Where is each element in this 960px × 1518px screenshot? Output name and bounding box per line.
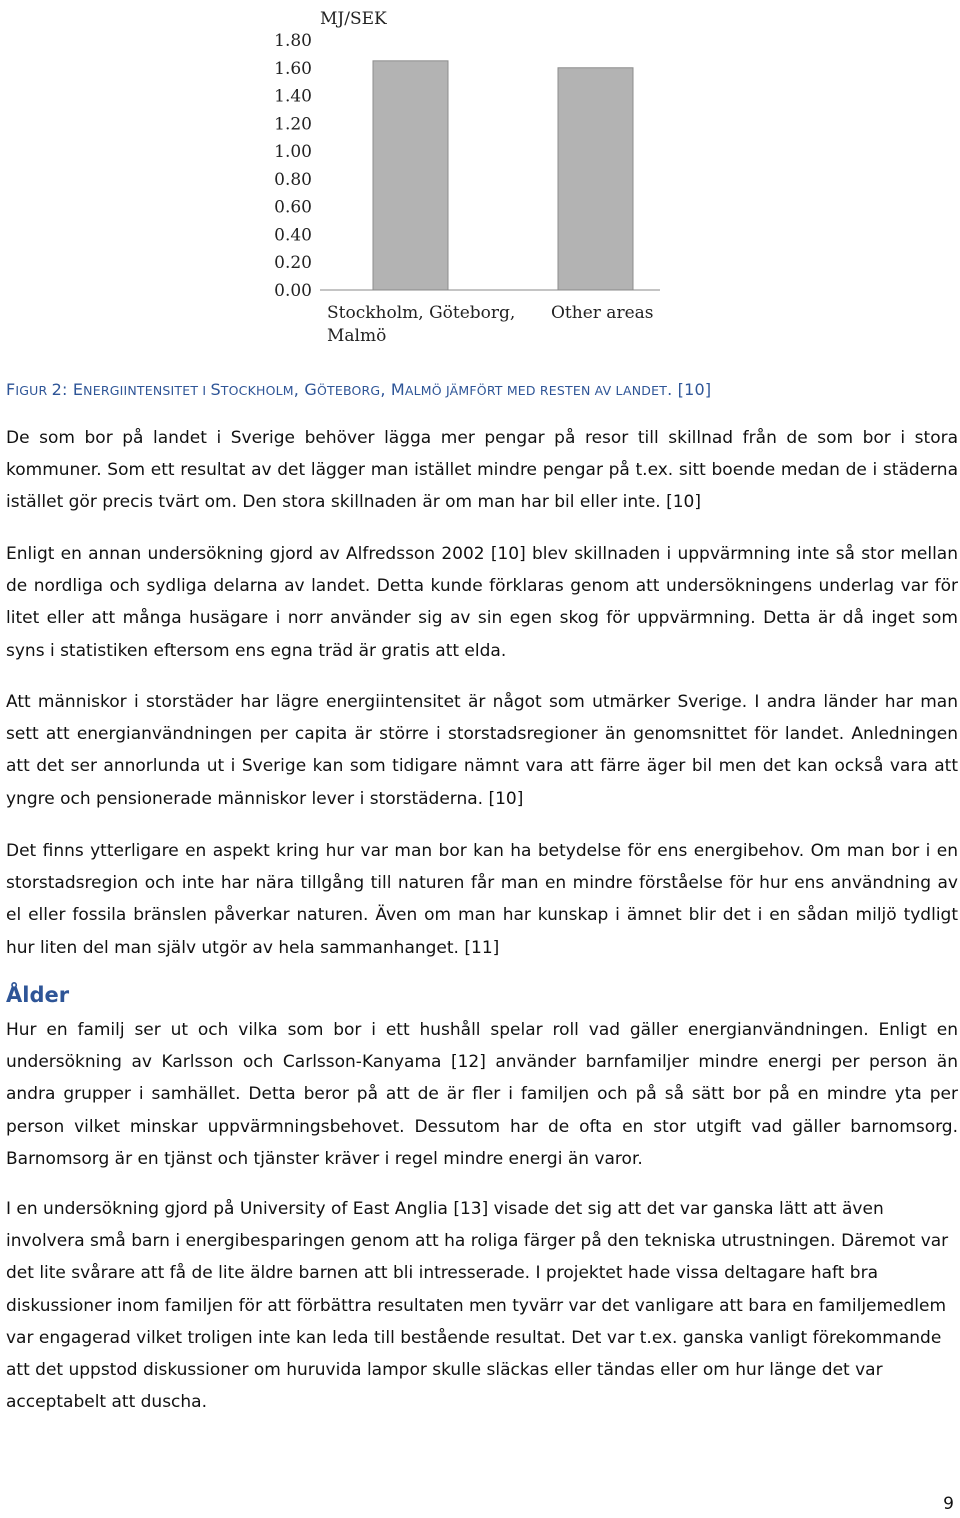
bars — [373, 61, 633, 290]
y-tick-label: 0.20 — [274, 253, 312, 274]
y-tick-label: 0.80 — [274, 169, 312, 190]
x-tick-label: Malmö — [327, 326, 387, 346]
y-axis-ticks — [274, 31, 312, 301]
x-tick-label: Stockholm, Göteborg, — [327, 303, 516, 323]
caption-segment: S — [210, 380, 221, 399]
y-tick-label: 0.00 — [274, 281, 312, 301]
caption-segment: ÖTEBORG — [316, 383, 381, 398]
energy-intensity-chart — [250, 0, 670, 350]
y-axis-unit-label: MJ/SEK — [320, 9, 387, 29]
caption-segment: ALMÖ JÄMFÖRT MED RESTEN AV LANDET — [404, 383, 668, 398]
paragraph: De som bor på landet i Sverige behöver lägga mer pengar på resor till skillnad från de som bor i stora kommuner. Som ett resultat av det lägger man istället mindre pengar på t.ex. sitt boende medan de i städerna istället gör precis tvärt om. Den stora skillnaden är om man har bil eller inte. [10] — [6, 428, 958, 513]
caption-segment: . [10] — [667, 380, 712, 399]
y-tick-label: 1.60 — [274, 58, 312, 79]
x-axis-labels — [327, 303, 654, 346]
y-tick-label: 1.20 — [274, 114, 312, 135]
page-number: 9 — [943, 1494, 954, 1514]
y-tick-label: 1.00 — [274, 142, 312, 163]
caption-segment: , M — [380, 380, 405, 399]
paragraph: Det finns ytterligare en aspekt kring hur var man bor kan ha betydelse för ens energibehov. Om man bor i en storstadsregion och inte har nära tillgång till naturen får man en mindre förståelse för hur ens användning av el eller fossila bränslen påverkar naturen. Även om man har kunskap i ämnet blir det i en sådan miljö tydligt hur liten del man själv utgör av hela sammanhanget. [11] — [6, 841, 958, 958]
caption-segment: NERGIINTENSITET I — [83, 383, 211, 398]
y-tick-label: 1.40 — [274, 86, 312, 107]
paragraph: Att människor i storstäder har lägre energiintensitet är något som utmärker Sverige. I andra länder har man sett att energianvändningen per capita är större i storstadsregioner än genomsnittet för landet. Anledningen att det ser annorlunda ut i Sverige kan som tidigare nämnt vara att färre äger bil men det kan också vara att yngre och pensionerade människor lever i storstäderna. [10] — [6, 692, 958, 809]
y-tick-label: 1.80 — [274, 31, 312, 51]
bar — [373, 61, 448, 290]
figure-caption — [6, 380, 956, 399]
caption-segment: TOCKHOLM — [220, 383, 294, 398]
paragraph: Enligt en annan undersökning gjord av Alfredsson 2002 [10] blev skillnaden i uppvärmning inte så stor mellan de nordliga och sydliga delarna av landet. Detta kunde förklaras genom att undersökningens underlag var för litet eller att många husägare i norr använder sig av sin egen skog för uppvärmning. Detta är då inget som syns i statistiken eftersom ens egna träd är gratis att elda. — [6, 544, 958, 661]
bar — [558, 68, 633, 290]
x-tick-label: Other areas — [551, 303, 654, 323]
section-heading: Ålder — [6, 983, 70, 1007]
paragraph: Hur en familj ser ut och vilka som bor i ett hushåll spelar roll vad gäller energianvändningen. Enligt en undersökning av Karlsson och Carlsson-Kanyama [12] använder barnfamiljer mindre energi per person än andra grupper i samhället. Detta beror på att de är fler i familjen och på så sätt bor på en mindre yta per person vilket minskar uppvärmningsbehovet. Dessutom har de ofta en stor utgift vad gäller barnomsorg. Barnomsorg är en tjänst och tjänster kräver i regel mindre energi än varor. — [6, 1020, 958, 1169]
paragraph: I en undersökning gjord på University of East Anglia [13] visade det sig att det var ganska lätt att även involvera små barn i energibesparingen genom att ha roliga färger på den tekniska utrustningen. Däremot var det lite svårare att få de lite äldre barnen att bli intresserade. I projektet hade vissa deltagare haft bra diskussioner inom familjen för att förbättra resultaten men tyvärr var det vanligare att bara en familjemedlem var engagerad vilket troligen inte kan leda till bestående resultat. Det var t.ex. ganska vanligt förekommande att det uppstod diskussioner om huruvida lampor skulle släckas eller tändas eller om hur länge det var acceptabelt att duscha. — [6, 1199, 949, 1413]
y-tick-label: 0.60 — [274, 197, 312, 218]
caption-segment: F — [6, 380, 16, 399]
y-tick-label: 0.40 — [274, 225, 312, 246]
caption-segment: , G — [293, 380, 317, 399]
caption-segment: 2: E — [51, 380, 84, 399]
caption-segment: IGUR — [15, 383, 52, 398]
